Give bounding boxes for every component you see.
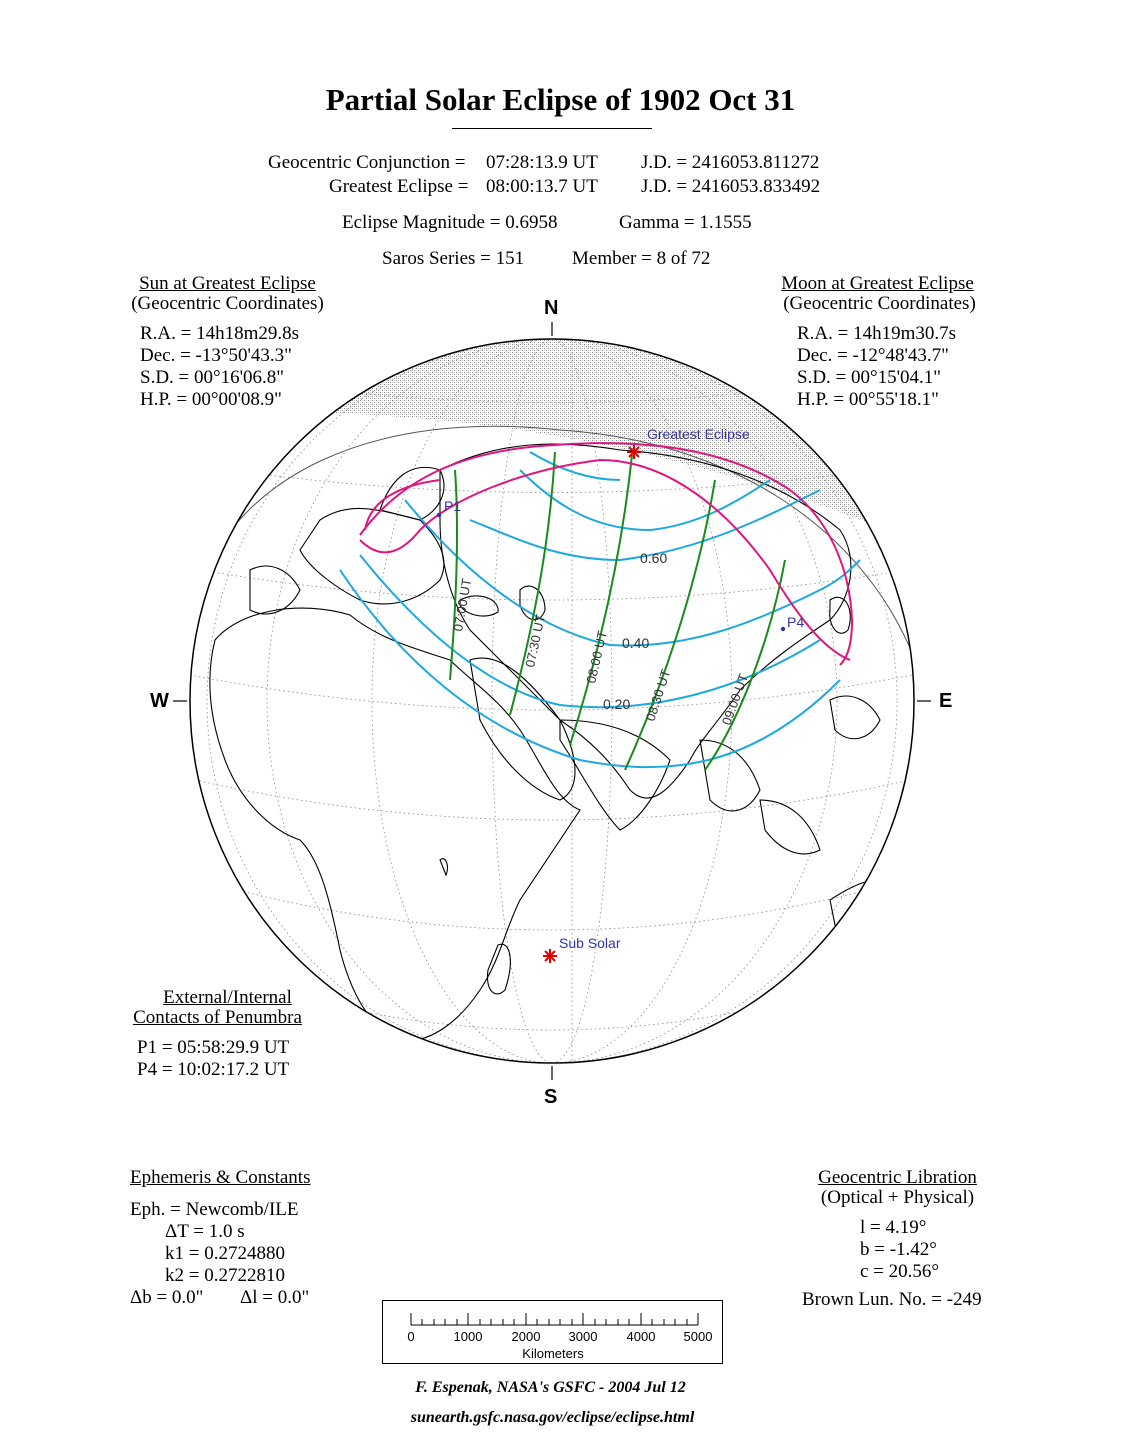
libration-c: c = 20.56° xyxy=(860,1261,939,1282)
geo-conj-jd: J.D. = 2416053.811272 xyxy=(641,152,820,173)
sun-dec: Dec. = -13°50'43.3" xyxy=(140,345,292,366)
time-curve-0830 xyxy=(625,480,715,770)
time-label-0700: 07:00 UT xyxy=(450,577,475,633)
scale-unit: Kilometers xyxy=(522,1346,584,1361)
p1-label: P1 xyxy=(444,498,462,514)
ephemeris-delta-b: Δb = 0.0" xyxy=(130,1287,204,1308)
sun-hp: H.P. = 00°00'08.9" xyxy=(140,389,282,410)
libration-subheading: (Optical + Physical) xyxy=(820,1187,975,1208)
time-label-0800: 08:00 UT xyxy=(583,629,610,685)
footer-credit: F. Espenak, NASA's GSFC - 2004 Jul 12 xyxy=(415,1379,686,1396)
saros-member: Member = 8 of 72 xyxy=(572,248,711,269)
moon-dec: Dec. = -12°48'43.7" xyxy=(797,345,949,366)
contact-p1: P1 = 05:58:29.9 UT xyxy=(137,1037,290,1058)
eclipse-magnitude: Eclipse Magnitude = 0.6958 xyxy=(342,212,558,233)
scale-tick-1000: 1000 xyxy=(453,1329,483,1344)
libration-heading: Geocentric Libration xyxy=(818,1167,977,1188)
ephemeris-k2: k2 = 0.2722810 xyxy=(165,1265,285,1286)
scale-tick-3000: 3000 xyxy=(568,1329,598,1344)
sun-ra: R.A. = 14h18m29.8s xyxy=(140,323,300,344)
saros-series: Saros Series = 151 xyxy=(382,248,525,269)
time-label-0830: 08:30 UT xyxy=(642,667,674,723)
contacts-heading-1: External/Internal xyxy=(163,987,292,1008)
page-title: Partial Solar Eclipse of 1902 Oct 31 xyxy=(325,82,796,117)
libration-l: l = 4.19° xyxy=(860,1217,927,1238)
scale-tick-4000: 4000 xyxy=(626,1329,656,1344)
moon-sd: S.D. = 00°15'04.1" xyxy=(797,367,942,388)
greatest-label: Greatest Eclipse = xyxy=(329,176,469,197)
p1-point xyxy=(437,513,441,517)
compass-west: W xyxy=(150,690,169,712)
time-label-0730: 07:30 UT xyxy=(522,613,549,669)
sun-sd: S.D. = 00°16'06.8" xyxy=(140,367,285,388)
time-curves xyxy=(450,452,785,770)
greatest-time: 08:00:13.7 UT xyxy=(486,176,598,197)
ephemeris-delta-t: ΔT = 1.0 s xyxy=(165,1221,245,1242)
magnitude-label-020: 0.20 xyxy=(603,696,631,712)
moon-ra: R.A. = 14h19m30.7s xyxy=(797,323,957,344)
brown-lunation: Brown Lun. No. = -249 xyxy=(802,1289,982,1310)
ephemeris-heading: Ephemeris & Constants xyxy=(130,1167,311,1188)
compass-south: S xyxy=(544,1086,558,1108)
moon-heading: Moon at Greatest Eclipse xyxy=(781,273,974,294)
ephemeris-eph: Eph. = Newcomb/ILE xyxy=(130,1199,299,1220)
time-curve-0730 xyxy=(510,452,555,715)
scale-tick-2000: 2000 xyxy=(511,1329,541,1344)
sun-heading: Sun at Greatest Eclipse xyxy=(139,273,316,294)
magnitude-curve-020 xyxy=(360,555,820,707)
compass-north: N xyxy=(544,297,559,319)
p4-point xyxy=(781,627,785,631)
sun-subheading: (Geocentric Coordinates) xyxy=(131,293,324,314)
scale-bar-ruler xyxy=(383,1301,722,1363)
footer-url[interactable]: sunearth.gsfc.nasa.gov/eclipse/eclipse.html xyxy=(410,1409,695,1426)
scale-tick-0: 0 xyxy=(407,1329,415,1344)
greatest-jd: J.D. = 2416053.833492 xyxy=(641,176,821,197)
geo-conj-label: Geocentric Conjunction = xyxy=(268,152,466,173)
compass-east: E xyxy=(939,690,953,712)
moon-hp: H.P. = 00°55'18.1" xyxy=(797,389,939,410)
sub-solar-marker xyxy=(543,949,557,963)
contact-p4: P4 = 10:02:17.2 UT xyxy=(137,1059,290,1080)
magnitude-label-060: 0.60 xyxy=(640,550,668,566)
gamma: Gamma = 1.1555 xyxy=(619,212,752,233)
greatest-eclipse-marker xyxy=(627,445,641,459)
magnitude-label-040: 0.40 xyxy=(622,635,650,651)
ephemeris-delta-l: Δl = 0.0" xyxy=(240,1287,310,1308)
p4-label: P4 xyxy=(787,614,805,630)
time-label-0900: 09:00 UT xyxy=(718,671,752,728)
scale-bar xyxy=(382,1300,723,1364)
sub-solar-label: Sub Solar xyxy=(559,935,621,951)
geo-conj-time: 07:28:13.9 UT xyxy=(486,152,598,173)
contacts-heading-2: Contacts of Penumbra xyxy=(133,1007,302,1028)
moon-subheading: (Geocentric Coordinates) xyxy=(783,293,976,314)
scale-tick-5000: 5000 xyxy=(683,1329,713,1344)
ephemeris-k1: k1 = 0.2724880 xyxy=(165,1243,285,1264)
libration-b: b = -1.42° xyxy=(860,1239,937,1260)
greatest-eclipse-label: Greatest Eclipse xyxy=(647,426,750,442)
